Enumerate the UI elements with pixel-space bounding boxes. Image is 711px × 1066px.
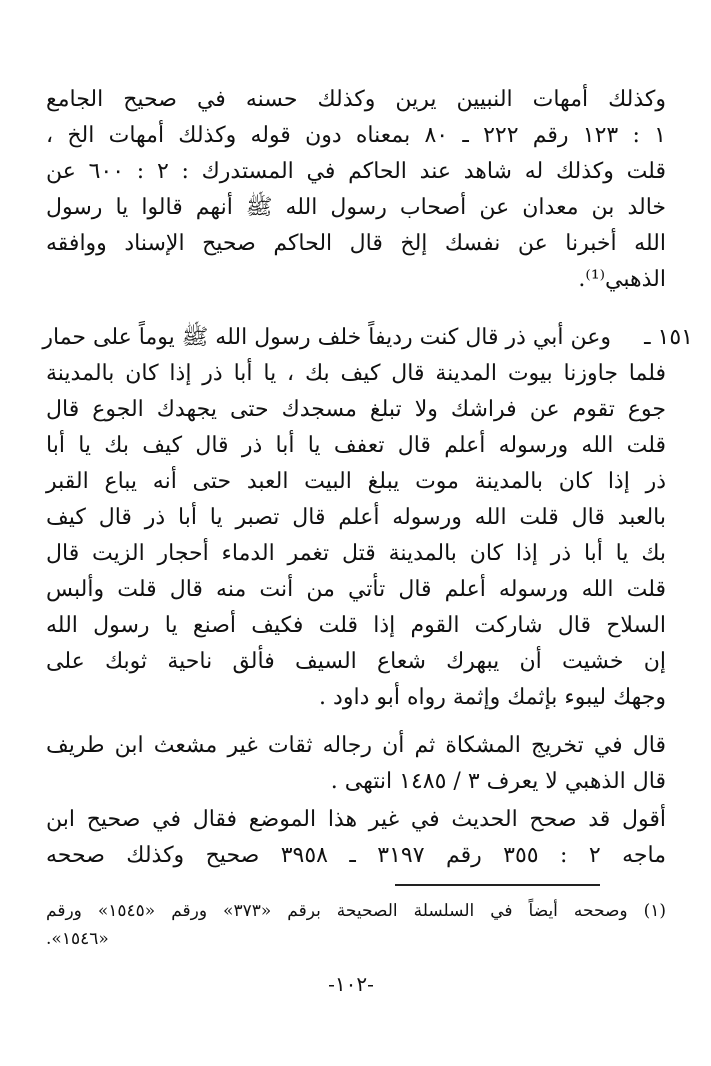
text-line: السلاح قال شاركت القوم إذا قلت فكيف أصنع يا رسول الله xyxy=(46,613,666,638)
text-line: بالعبد قال قلت الله ورسوله أعلم قال تصبر يا أبا ذر قال كيف xyxy=(46,505,666,530)
paragraph-comment xyxy=(46,804,666,876)
text-line: وجهك ليبوء بإثمك وإثمة رواه أبو داود . xyxy=(319,685,666,710)
page-number: -١٠٢- xyxy=(328,972,374,996)
text-line: أقول قد صحح الحديث في غير هذا الموضع فقال في صحيح ابن xyxy=(46,807,666,832)
text-line: ذر إذا كان بالمدينة موت يبلغ البيت العبد حتى أنه يباع القبر xyxy=(46,469,666,494)
hadith-number: ١٥١ ـ xyxy=(644,325,693,350)
text-line: بك يا أبا ذر إذا كان بالمدينة قتل تغمر الدماء أحجار الزيت قال xyxy=(46,541,666,566)
paragraph-continuation xyxy=(46,84,666,292)
text-line: ١ : ١٢٣ رقم ٢٢٢ ـ ٨٠ بمعناه دون قوله وكذلك أمهات الخ ، xyxy=(46,123,666,148)
footnote xyxy=(46,898,666,954)
footnote-line: «١٥٤٦». xyxy=(46,929,109,949)
text-line: قال الذهبي لا يعرف ٣ / ١٤٨٥ انتهى . xyxy=(330,769,666,794)
text-line: خالد بن معدان عن أصحاب رسول الله ﷺ أنهم قالوا يا رسول xyxy=(46,195,666,220)
text-line: فلما جاوزنا بيوت المدينة قال كيف بك ، يا أبا ذر إذا كان بالمدينة xyxy=(46,361,666,386)
paragraph-takhrij xyxy=(46,730,666,802)
text-line: الذهبي⁽¹⁾. xyxy=(578,267,666,292)
text-line: ماجه ٢ : ٣٥٥ رقم ٣١٩٧ ـ ٣٩٥٨ صحيح وكذلك صححه xyxy=(46,843,666,868)
hadith-151-body xyxy=(46,358,666,728)
text-line: الله أخبرنا عن نفسك إلخ قال الحاكم صحيح الإسناد ووافقه xyxy=(46,231,666,256)
text-line: قلت الله ورسوله أعلم قال تعفف يا أبا ذر قال كيف بك يا أبا xyxy=(46,433,666,458)
text-line: جوع تقوم عن فراشك ولا تبلغ مسجدك حتى يجهدك الجوع قال xyxy=(46,397,666,422)
text-line: قال في تخريج المشكاة ثم أن رجاله ثقات غير مشعث ابن طريف xyxy=(46,733,666,758)
footnote-separator xyxy=(395,884,600,886)
footnote-line: (١) وصححه أيضاً في السلسلة الصحيحة برقم «٣٧٣» ورقم «١٥٤٥» ورقم xyxy=(46,901,667,921)
text-line: قلت وكذلك له شاهد عند الحاكم في المستدرك : ٢ : ٦٠٠ عن xyxy=(46,159,666,184)
text-line: وكذلك أمهات النبيين يرين وكذلك حسنه في صحيح الجامع xyxy=(46,87,666,112)
text-line: إن خشيت أن يبهرك شعاع السيف فألق ناحية ثوبك على xyxy=(46,649,666,674)
text-line: وعن أبي ذر قال كنت رديفاً خلف رسول الله ﷺ يوماً على حمار xyxy=(42,325,611,350)
hadith-151 xyxy=(42,322,611,358)
text-line: قلت الله ورسوله أعلم قال تأتي من أنت منه قال قلت وألبس xyxy=(46,577,666,602)
